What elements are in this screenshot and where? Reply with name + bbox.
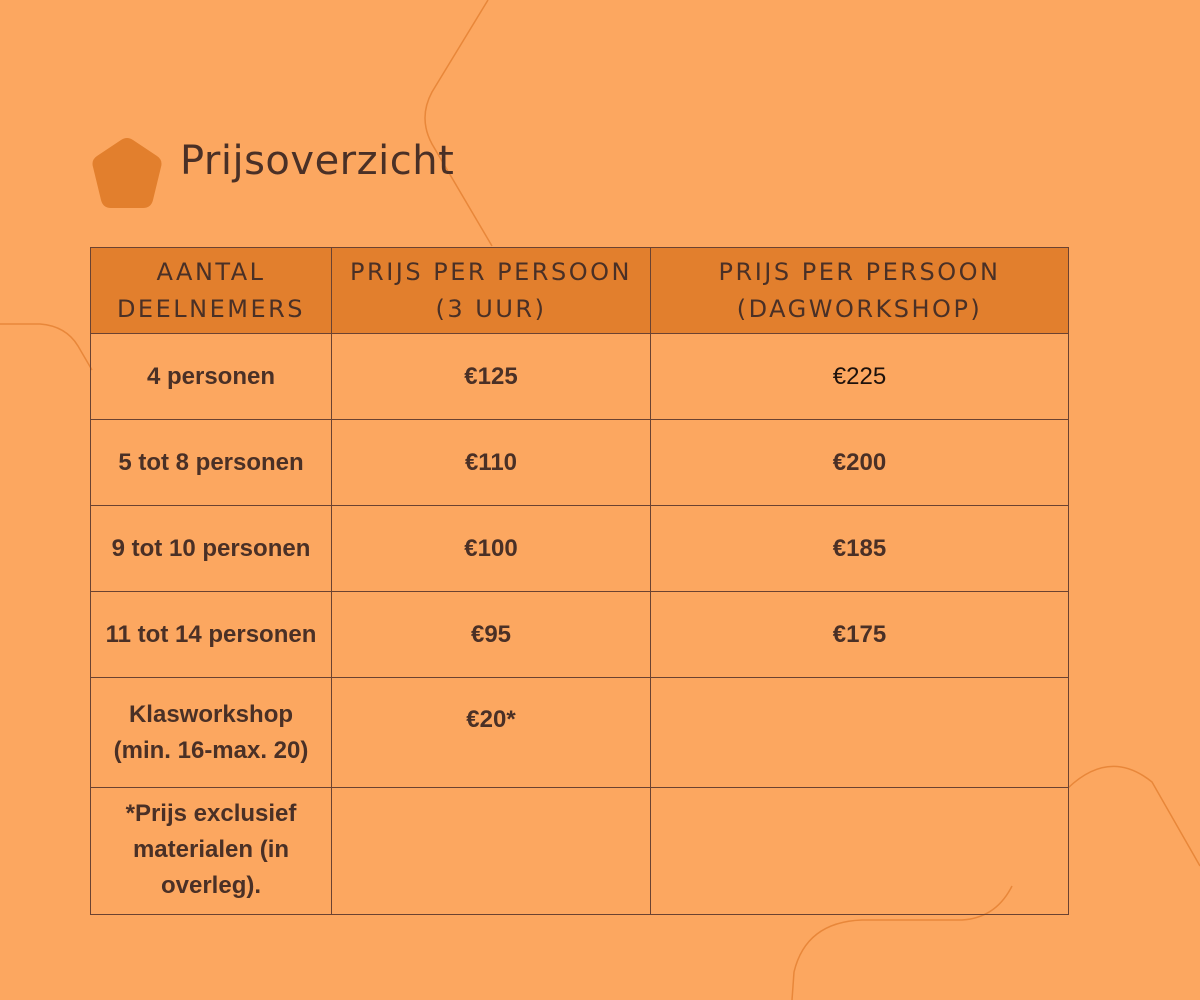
cell-line: *Prijs exclusief xyxy=(125,800,297,827)
price-day-cell: €225 xyxy=(651,334,1069,420)
page-title: Prijsoverzicht xyxy=(180,138,455,184)
price-3h-cell xyxy=(332,788,651,915)
header-line: PRIJS PER PERSOON xyxy=(718,257,1001,286)
price-3h-cell: €110 xyxy=(332,420,651,506)
cell-line: overleg). xyxy=(160,872,262,899)
participants-cell xyxy=(91,334,332,420)
header-line: (3 UUR) xyxy=(435,294,547,323)
header-line: PRIJS PER PERSOON xyxy=(350,257,632,286)
price-table xyxy=(90,247,1069,915)
table-row xyxy=(91,788,1069,915)
cell-line: (min. 16-max. 20) xyxy=(113,736,309,764)
table-header-row xyxy=(91,248,1069,334)
table-row xyxy=(91,420,1069,506)
note-cell xyxy=(91,788,332,915)
title-block xyxy=(90,136,454,210)
price-day-cell: €200 xyxy=(651,420,1069,506)
header-line: (DAGWORKSHOP) xyxy=(736,294,983,323)
table-row xyxy=(91,592,1069,678)
table-row xyxy=(91,678,1069,788)
price-3h-cell: €95 xyxy=(332,592,651,678)
header-line: DEELNEMERS xyxy=(116,294,306,323)
header-line: AANTAL xyxy=(156,257,266,286)
participants-cell xyxy=(91,420,332,506)
cell-line: 4 personen xyxy=(146,362,276,390)
header-price-3h xyxy=(332,248,651,334)
price-day-cell xyxy=(651,678,1069,788)
cell-line: Klasworkshop xyxy=(128,700,294,728)
cell-line: 9 tot 10 personen xyxy=(111,534,311,562)
price-day-cell xyxy=(651,788,1069,915)
price-3h-cell: €125 xyxy=(332,334,651,420)
table-row xyxy=(91,334,1069,420)
participants-cell xyxy=(91,506,332,592)
price-3h-cell: €100 xyxy=(332,506,651,592)
price-3h-cell: €20* xyxy=(332,678,651,788)
header-price-day xyxy=(651,248,1069,334)
cell-line: 5 tot 8 personen xyxy=(118,448,304,476)
header-participants xyxy=(91,248,332,334)
price-day-cell: €175 xyxy=(651,592,1069,678)
table-row xyxy=(91,506,1069,592)
participants-cell xyxy=(91,678,332,788)
participants-cell xyxy=(91,592,332,678)
cell-line: 11 tot 14 personen xyxy=(105,620,317,648)
cell-line: materialen (in xyxy=(132,836,290,863)
price-day-cell: €185 xyxy=(651,506,1069,592)
pentagon-icon xyxy=(90,136,164,210)
